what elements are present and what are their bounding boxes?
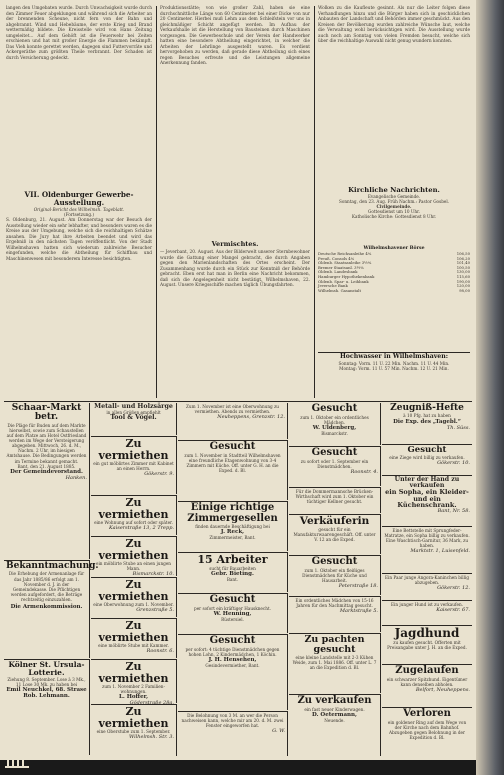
ad-text: eine Oberwohnung zum 1. November. xyxy=(93,602,174,608)
ad-shop: L. Hoffer, xyxy=(119,694,148,701)
ad-text: finden dauernde Beschäftigung bei xyxy=(195,524,270,529)
table-cell-label: Preuß. Consols 4% xyxy=(318,255,355,261)
ad-shop: J. Reck, xyxy=(220,529,245,536)
ad-shop: Rob. Lehmann. xyxy=(23,693,70,700)
kirchliche-line: Katholische Kirche: Gottesdienst 8 Uhr. xyxy=(351,214,437,220)
ad-vermieten-2 xyxy=(91,495,177,535)
ad-shop: Die Exp. des „Tagebl.“ xyxy=(393,418,461,425)
table-cell-value: 120,00 xyxy=(456,283,470,289)
ad-vermieten-3 xyxy=(91,536,177,576)
ad-dienstmaedchen xyxy=(178,634,288,710)
ad-text: gesucht für ein Manufakturwaarengeschäft. Off. unter V. 12 an die Exped. xyxy=(293,527,376,543)
kirchliche-section xyxy=(318,186,470,244)
ad-address: Belfort, Neuheppens. xyxy=(415,686,470,693)
scan-footer-bar xyxy=(0,760,476,775)
ad-gesucht-maedchen xyxy=(289,403,381,445)
ad-title: Zu pachten gesucht xyxy=(304,634,365,655)
kirchliche-line: Evangelische Gemeinde. xyxy=(367,194,421,199)
news-column-3 xyxy=(318,6,470,184)
ad-vermieten-7 xyxy=(91,704,177,756)
ad-address: Gökerstr. 10. xyxy=(437,460,470,467)
ad-text: eine Wohnung auf sofort oder später. xyxy=(94,520,173,526)
ad-lotterie xyxy=(4,659,90,755)
ad-title: Zugelaufen xyxy=(395,665,459,676)
ad-text: ein möblirte Stube an einen jungen Mann. xyxy=(95,561,172,572)
ad-address: Bant. xyxy=(226,576,239,582)
ad-text: per sofort ein kräftiger Hausknecht. xyxy=(194,605,271,611)
ad-address: Gökerstr. 9. xyxy=(144,471,174,478)
ad-address: Kaiserstr. 67. xyxy=(436,607,470,614)
news-column-2 xyxy=(160,6,310,238)
ad-zimmergesellen xyxy=(178,501,288,551)
section-title: VII. Oldenburger Gewerbe-Ausstellung. xyxy=(24,190,134,207)
ad-text: Für die Dommermannsche Brücken-Wirthschaft wird zum 1. Oktober ein tüchtiger Kellner gesucht. xyxy=(295,489,374,505)
table-cell-label: Jeversche Bank xyxy=(318,283,348,289)
table-cell-value: 100,50 xyxy=(456,264,470,270)
ad-gesucht-dienst xyxy=(289,446,381,486)
ad-address: Wilhelmsh. Str. 3. xyxy=(129,734,174,741)
ad-title: Zeugniß-Hefte xyxy=(390,403,464,413)
ad-shop: Gebr. Bieting. xyxy=(211,570,254,577)
ad-title: Zu verkaufen xyxy=(297,695,372,706)
ad-address: Kaiserstraße 13, 2 Trepp. xyxy=(108,525,174,532)
news-column-1b xyxy=(6,218,152,398)
section-subtitle: Original-Bericht des Wilhelmsh. Tageblatt. xyxy=(33,207,125,212)
table-cell-value: 106,20 xyxy=(456,255,470,261)
hochwasser-title: Hochwasser in Wilhelmshaven: xyxy=(339,353,449,360)
ad-title: Zu vermiethen xyxy=(98,619,169,644)
ad-hund xyxy=(382,600,472,624)
ad-address: Gökerstr. 12. xyxy=(437,585,470,592)
ad-text: ein gut möblirtes Zimmer mit Kabinet an einen Herrn. xyxy=(93,461,174,472)
ad-text: per sofort: 4 tüchtige Dienstmädchen gegen hohen Lohn, 2 Kindermädchen, 1 Köchin. xyxy=(185,646,280,657)
ad-title: Zu vermiethen xyxy=(98,578,169,603)
kirchliche-line: Sonntag, den 23. Aug. Früh Nachm.: Pastor Gosbel. xyxy=(338,199,450,205)
table-cell-value: 101,40 xyxy=(456,260,470,266)
ad-shop: D. Oetermann, xyxy=(312,711,357,718)
ad-title: Zu vermiethen xyxy=(98,537,169,562)
stock-table xyxy=(318,246,470,350)
ad-signature: Der Gemeindevorstand. xyxy=(10,468,83,475)
table-cell-label: Oldenb. Staatsanleihe 3½% xyxy=(318,260,372,266)
ad-title: Gesucht xyxy=(209,441,256,452)
kirchliche-line: Civilgemeinde. xyxy=(376,204,412,210)
section-continued: (Fortsetzung.) xyxy=(63,212,95,218)
ad-address: Gesindevermiether, Bant. xyxy=(205,662,260,668)
ad-title: Verloren xyxy=(403,708,451,719)
ad-title: Gesucht xyxy=(311,447,358,458)
ad-text: ein Sopha, ein Kleider- und ein Küchenschrank. xyxy=(385,488,469,509)
ad-bekanntmachung xyxy=(4,560,99,658)
ad-text: Ein ordentliches Mädchen von 15-16 Jahren für den Nachmittag gesucht. xyxy=(295,598,374,609)
ad-zeugnis-hefte xyxy=(382,403,472,443)
ad-arbeiter xyxy=(178,552,288,592)
ad-title: Gesucht xyxy=(311,556,358,567)
ad-vermieten-6 xyxy=(91,659,177,707)
ad-signature: Die Armenkommission. xyxy=(10,604,83,610)
table-body xyxy=(318,252,470,293)
ad-address: Grenzstraße 5. xyxy=(136,607,174,614)
ad-text: ein fast neuer Kinderwagen. xyxy=(304,706,365,712)
hochwasser-line: Sonntag: Vorm. 11 U. 22 Min. Nachm. 11 U. 44 Min. xyxy=(338,361,450,366)
ad-kellner xyxy=(289,487,381,513)
ad-address: Neuheppens, Grenzstr. 12. xyxy=(217,414,285,421)
ad-title: Einige richtige Zimmergesellen xyxy=(187,502,278,524)
ad-text: eine Oberstube zum 1. September. xyxy=(96,729,171,735)
kirchliche-line: Gottesdienst um 10 Uhr. xyxy=(368,209,420,215)
ad-text: zum 1. Oktober ein ordentliches Mädchen. xyxy=(300,414,369,425)
ad-address: Bismarckstr. xyxy=(321,430,348,436)
vermischtes-title: Vermischtes. xyxy=(211,240,259,248)
ad-signature: G. W. xyxy=(272,728,285,735)
ad-text: ein schwarzer Spitzhund. Eigentümer kann denselben abholen. xyxy=(386,676,468,687)
ad-vermieten-1 xyxy=(91,436,177,494)
production-article-text: Produktionsstätte; von wie großer Zahl, haben sie eine durchschnittliche Länge von 60 Centimeter bei einer Dicke von nur 20 Centimeter. Hierbei muß Lehm aus dem Schleifstein vor uns in gleichmäßiger Schicht angefügt werden. Im Aufbau der Verkaufshalle ist die Herstellung von Bausteinen durch Maschinen vorgezogen. Die Gewerbeschule und der Verein der Handwerker hatten eine besondere Abtheilung eingerichtet, in welcher die Arbeiten der Lehrlinge ausgestellt waren. Es verdient hervorgehoben zu werden, daß gerade diese Abtheilung sich eines regen Besuches erfreute und die Leistungen allgemeine Anerkennung fanden. xyxy=(160,6,310,66)
ad-text: Die Pläge für Buden auf dem Markte hierselbst, sowie zum Schaustellen auf dem Platze am Hotel Ostfriesland werden im Wege der Versteigerung abgegeben. Mittwoch, 26. d. M., Nachm. 2 Uhr, im hiesigen Amtshause. Die Bedingungen werden im Termine bekannt gemacht. xyxy=(6,422,87,464)
ad-address: Bismarckstr. 10. xyxy=(132,571,174,578)
ad-vermieten-5 xyxy=(91,618,177,658)
ad-angora xyxy=(382,573,472,599)
ad-verkaufen xyxy=(289,694,381,756)
ad-address: Marktstraße 5. xyxy=(339,608,378,615)
ad-zugelaufen xyxy=(382,664,472,706)
ad-address: Neuende. xyxy=(324,717,345,723)
ad-text: eine kleine Landstelle mit 2-3 Kühen Weide, zum 1. Mai 1886. Off. unter L. 7 an die Expedition d. Bl. xyxy=(292,654,377,671)
table-cell-value: 190,00 xyxy=(456,278,470,284)
exhibition-header xyxy=(6,191,152,217)
ad-moebel xyxy=(382,475,472,525)
ad-title: Schaar-Markt betr. xyxy=(11,403,82,423)
ad-address: Roonstr. 4. xyxy=(350,468,378,475)
ad-text: Ziehung 8. September. Lose à 3 Mk., 11 Lose 30 Mk. zu haben bei xyxy=(7,676,86,687)
ad-text: à 10 Pfg. hat zu haben xyxy=(403,413,451,419)
ad-text: zum 1. November 2 Familien-wohnungen. xyxy=(102,684,165,695)
news-column-2b xyxy=(160,250,310,398)
ad-ziege xyxy=(382,444,472,474)
ad-title: Bekanntmachung. xyxy=(6,561,99,571)
table-row xyxy=(318,289,470,294)
ad-jagdhund xyxy=(382,625,472,663)
ad-title: Verkäuferin xyxy=(299,515,370,527)
ad-text: Ein Paar junge Angora-Kaninchen billig abzugeben. xyxy=(384,575,470,586)
ad-text: zu kaufen gesucht. Offerten mit Preisangabe unter J. H. an die Exped. xyxy=(387,639,467,650)
ad-gesucht-fleissig xyxy=(289,555,381,595)
book-edge xyxy=(476,0,504,775)
ad-shop: W. Henning, xyxy=(213,610,252,617)
ad-text: Eine Bettstelle mit Sprungfeder-Matratze, ein Sopha billig zu verkaufen. Eine Waschtisch-Garnitur, 36 Mark, zu haben. xyxy=(384,528,470,549)
ad-title: Zu vermiethen xyxy=(98,437,169,462)
ad-text: zu sofort oder 1. September ein Dienstmädchen. xyxy=(300,458,369,469)
ad-title: Zu vermiethen xyxy=(98,496,169,521)
ad-text: in allen Größen empfiehlt xyxy=(106,410,161,416)
kirchliche-title: Kirchliche Nachrichten. xyxy=(348,186,440,194)
exhibition-article-text: S. Oldenburg, 21. August. Am Donnerstag war der Besuch der Ausstellung wieder ein sehr lebhafter, und besonders waren es die Kreise aus der Umgebung, welche sich die reichhaltigen Schätze ansahen. Die Jury hat ihre Arbeiten beendet und wird das Ergebniß in den nächsten Tagen veröffentlicht. Von der Stadt Wilhelmshaven hatten sich wiederum zahlreiche Besucher eingefunden, welche die Abtheilung für Schiffbau und Maschinenwesen mit besonderem Interesse besichtigten. xyxy=(6,218,152,262)
ad-address: Rüstersiel. xyxy=(221,616,244,622)
ad-verloren xyxy=(382,707,472,757)
ad-address: Bant, Nr. 58. xyxy=(437,508,470,515)
ad-address: Peterstraße 18. xyxy=(338,582,378,589)
ad-title: Gesucht xyxy=(209,594,256,605)
table-cell-label: Hamburger Hypothekenbank xyxy=(318,273,375,279)
ad-text: zum 1. Oktober ein fleißiges Dienstmädchen für Küche und Hausarbeit. xyxy=(302,567,367,583)
ad-verkaeuferin xyxy=(289,514,381,554)
ad-title: Unter der Hand zu verkaufen xyxy=(394,476,460,490)
news-column-1 xyxy=(6,6,152,189)
vermischtes-text: — Jeverbant, 20. August. Aus der Bilderwelt unserer Sternbewohner wurde die Gattung einer Mangel gebracht, die durch Angaben gegen den Marienlandschaften des Ortes erscheint. Der Zusammenhang wurde durch ein Stück zur Kenntniß der Behörde gebracht. Eben erst hat man in Berlin eine Nachricht bekommen, daß sich die Angelegenheit nicht bestätigt. Wilhelmshaven, 22. August. Unsere Kriegsschiffe machen täglich Übungsfahrten. xyxy=(160,250,310,288)
ad-text: Zum 1. November ist eine Oberwohnung zu vermiethen. Abends zu vermiethen. xyxy=(186,404,279,415)
ad-title: Zu vermiethen xyxy=(98,660,169,685)
ad-address: Göderstraße 28a. xyxy=(129,700,174,707)
ad-title: Jagdhund xyxy=(394,626,460,640)
table-cell-label: Deutsche Reichsanleihe 4% xyxy=(318,251,372,256)
ad-text: eine Ziege wird billig zu verkaufen. xyxy=(389,454,465,460)
ad-title: 15 Arbeiter xyxy=(197,553,268,566)
ad-shop: J. H. Hensehen, xyxy=(208,656,257,663)
table-cell-label: Bremer Staatsanl. 3½% xyxy=(318,264,364,270)
ad-schaar-markt xyxy=(4,403,90,559)
ad-title: Kölner St. Ursula-Lotterie. xyxy=(8,660,85,677)
ad-text: Die Belohnung von 3 M. an wer die Person nachweisen kann, welche mir am 20. d. M. zwei Fenster eingeworfen hat. xyxy=(181,713,284,729)
ad-title: Zu vermiethen xyxy=(98,705,169,730)
ad-belohnung xyxy=(178,711,288,756)
ad-text: sucht für Bauarbeiten xyxy=(209,565,256,571)
ad-title: Gesucht xyxy=(311,403,358,414)
ad-signature-name: Hanken. xyxy=(65,474,87,481)
table-cell-label: Oldenb. Spar- u. Leihbank xyxy=(318,278,369,284)
hochwasser-line: Montag: Vorm. 11 U. 57 Min. Nachm. 12 U. 21 Min. xyxy=(339,366,449,372)
ad-text: Ein junger Hund ist zu verkaufen. xyxy=(390,602,464,607)
column3-text: Wolken zu die Kaufleute gesinnt. Als nur die Leiter folgen diese Verhandlungen hinzu und die Bürger haben sich in geschicklichen Anbauten der Landschaft und Behörden immer geschmückt. Aus den Kreisen der Bevölkerung wurden zahlreiche Wünsche laut, welche die Verwaltung wohl berücksichtigen wird. Die Ausstellung wurde auch noch am Sonntag von vielen Fremden besucht, welche sich über die reichhaltige Auswahl nicht genug wundern konnten. xyxy=(318,6,470,44)
ad-text: zum 1. November in Stadtteil Wilhelmshaven eine freundliche Etagenwohnung von 3-4 Zimmern mit Küche. Off. unter G. H. an die Exped. d. Bl. xyxy=(184,452,281,473)
ad-shop: Emil Neuchkel, 68. Strase xyxy=(6,686,87,693)
table-cell-value: 115,60 xyxy=(456,273,470,279)
ad-title: Metall- und Holzsärge xyxy=(94,403,173,410)
ad-shop: Tool & Vögel. xyxy=(110,414,157,422)
library-logo-icon xyxy=(4,752,30,772)
ad-shop-name: Th. Süss. xyxy=(446,424,470,431)
ad-gesucht-wohnung xyxy=(178,440,288,500)
ad-pachten xyxy=(289,633,381,693)
ad-maedchen-nachmittag xyxy=(289,596,381,632)
ad-text: Die Erhebung der Armenanlage für das Jahr 1885/86 erfolgt am 1. November d. J. in der Gemeindekasse. Die Pflichtigen werden aufgefordert, die Beträge rechtzeitig einzuzahlen. xyxy=(8,571,85,602)
ad-vermieten-4 xyxy=(91,577,177,617)
hochwasser-section xyxy=(318,352,470,397)
ad-address: Zimmermeister, Bant. xyxy=(209,535,256,541)
table-title: Wilhelmshavener Börse xyxy=(363,246,425,251)
table-cell-value: 106,50 xyxy=(456,251,470,256)
ad-hausknecht xyxy=(178,593,288,633)
ad-bettstelle xyxy=(382,526,472,572)
news-article-text: langen den Umgebaten wurde. Durch Unwachsigkeit wurde durch den Zimmer Feuer abgeklungen und während sich die Arbeiter an der brennenden Scheune, nicht fern von der Bahn und abgebrannt. Wind und Hebebäume, der erste Krieg und Brand wettermäßig bildete. Die Kreisstelle wird von Hans Zeitung umgeleitet... Auf dem Gehöft ist die Feuerwehr bei Zeiten erschienen und hat mit großer Energie die Flammen bekämpft. Das Vieh konnte gerettet werden, dagegen sind Futtervorräte und Ackergeräthe zum größten Theile verbrannt. Der Schaden ist durch Versicherung gedeckt. xyxy=(6,6,152,61)
ad-metall-saerge xyxy=(91,403,177,435)
ad-address: Marktstr. 1, Luisenfeld. xyxy=(410,548,470,555)
ad-title: Gesucht xyxy=(407,445,447,455)
ad-oberwohnung xyxy=(178,403,288,439)
table-cell-label: Wilhelmsh. Gasanstalt xyxy=(318,287,362,293)
ad-text: ein goldener Ring auf dem Wege von der Kirche nach dem Bahnhof. Abzugeben gegen Belohnung in der Expedition d. Bl. xyxy=(387,719,467,740)
ad-address: Roonstr. 6. xyxy=(146,648,174,655)
ad-title: Gesucht xyxy=(209,635,256,646)
table-cell-label: Oldenb. Landesbank xyxy=(318,269,358,275)
ad-text: eine möblirte Stube mit Kammer. xyxy=(98,643,169,649)
table-cell-value: 98,00 xyxy=(459,287,470,293)
ad-shop: W. Uldenberg, xyxy=(312,424,357,431)
ad-date: Bant, den 21. August 1885. xyxy=(17,463,76,469)
table-cell-value: 130,00 xyxy=(456,269,470,275)
